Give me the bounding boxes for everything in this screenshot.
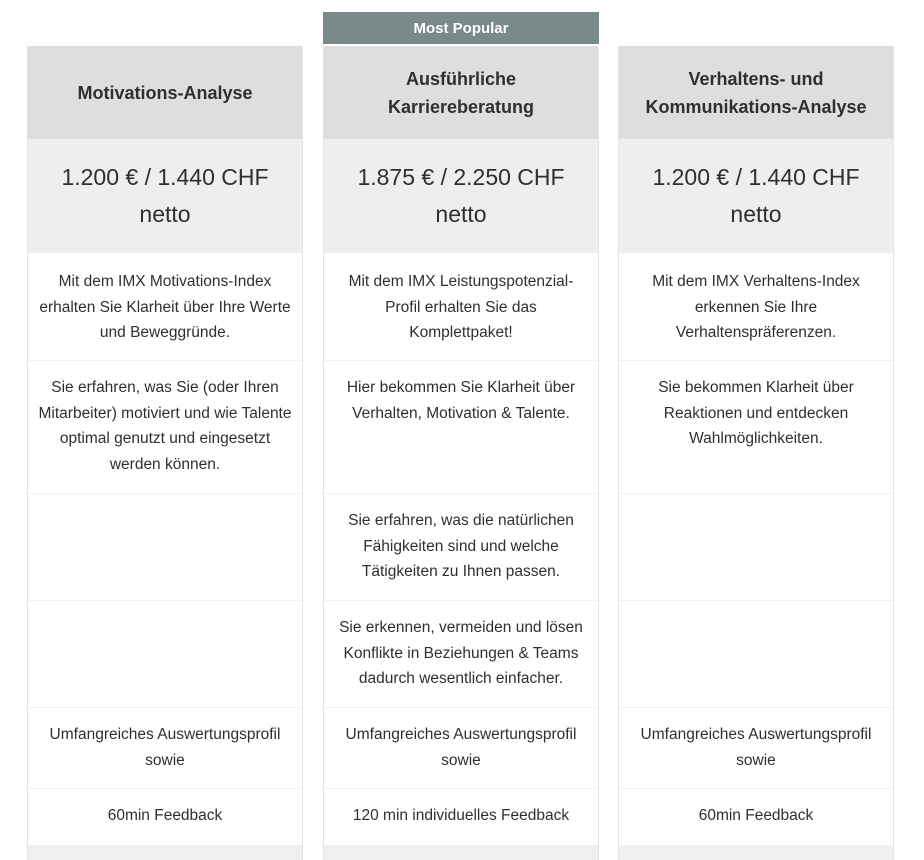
- feature-row-feedback: 120 min individuelles Feedback: [324, 788, 598, 845]
- plan-title-line: Karriereberatung: [387, 96, 535, 117]
- feature-row: Hier bekommen Sie Klarheit über Verhalten, Motivation & Talente.: [324, 360, 598, 493]
- feature-row: Mit dem IMX Verhaltens-Index erkennen Sie Ihre Verhaltenspräferenzen.: [652, 273, 860, 341]
- plan-title-line: Ausführliche: [405, 68, 516, 89]
- feature-row: Mit dem IMX Leistungspotenzial-Profil erhalten Sie das Komplettpaket!: [348, 273, 574, 341]
- plan-title: Motivations-Analyse: [28, 46, 302, 139]
- feature-row: Mit dem IMX Motivations-Index erhalten Sie Klarheit über Ihre Werte und Beweggründe.: [39, 273, 291, 341]
- plan-footer: [619, 845, 893, 860]
- plan-card-motivations-analyse: [27, 46, 303, 860]
- plan-footer: [324, 845, 598, 860]
- plan-title-line: Kommunikations-Analyse: [645, 96, 867, 117]
- plan-card-karriereberatung: [323, 46, 599, 860]
- plan-price-amount: 1.200 € / 1.440 CHF: [652, 164, 860, 190]
- feature-row: Sie bekommen Klarheit über Reaktionen und entdecken Wahlmöglichkeiten.: [619, 360, 893, 493]
- feature-row-feedback: 60min Feedback: [619, 788, 893, 845]
- plan-title: [619, 46, 893, 139]
- plan-price-amount: 1.875 € / 2.250 CHF: [357, 164, 565, 190]
- plan-card-verhaltens-analyse: [618, 46, 894, 860]
- plan-title-line: Verhaltens- und: [688, 68, 824, 89]
- plan-footer: [28, 845, 302, 860]
- feature-row: Sie erfahren, was die natürlichen Fähigkeiten sind und welche Tätigkeiten zu Ihnen passen.: [324, 493, 598, 600]
- feature-row: Sie erkennen, vermeiden und lösen Konflikte in Beziehungen & Teams dadurch wesentlich einfacher.: [324, 600, 598, 707]
- plan-price: [619, 139, 893, 253]
- feature-row: Umfangreiches Auswertungsprofil sowie: [28, 707, 302, 788]
- plan-title: [324, 46, 598, 139]
- feature-row-empty: [619, 600, 893, 707]
- most-popular-badge: Most Popular: [323, 12, 599, 44]
- feature-row-feedback: 60min Feedback: [28, 788, 302, 845]
- feature-row: Umfangreiches Auswertungsprofil sowie: [619, 707, 893, 788]
- feature-row-empty: [28, 493, 302, 600]
- plan-price-note: netto: [435, 201, 487, 227]
- feature-row-empty: [28, 600, 302, 707]
- plan-price-note: netto: [139, 201, 191, 227]
- feature-row-empty: [619, 493, 893, 600]
- plan-price: [324, 139, 598, 253]
- feature-row: Sie erfahren, was Sie (oder Ihren Mitarbeiter) motiviert und wie Talente optimal genutzt und eingesetzt werden können.: [28, 360, 302, 493]
- plan-price-amount: 1.200 € / 1.440 CHF: [61, 164, 269, 190]
- feature-row: Umfangreiches Auswertungsprofil sowie: [324, 707, 598, 788]
- plan-price: [28, 139, 302, 253]
- plan-price-note: netto: [730, 201, 782, 227]
